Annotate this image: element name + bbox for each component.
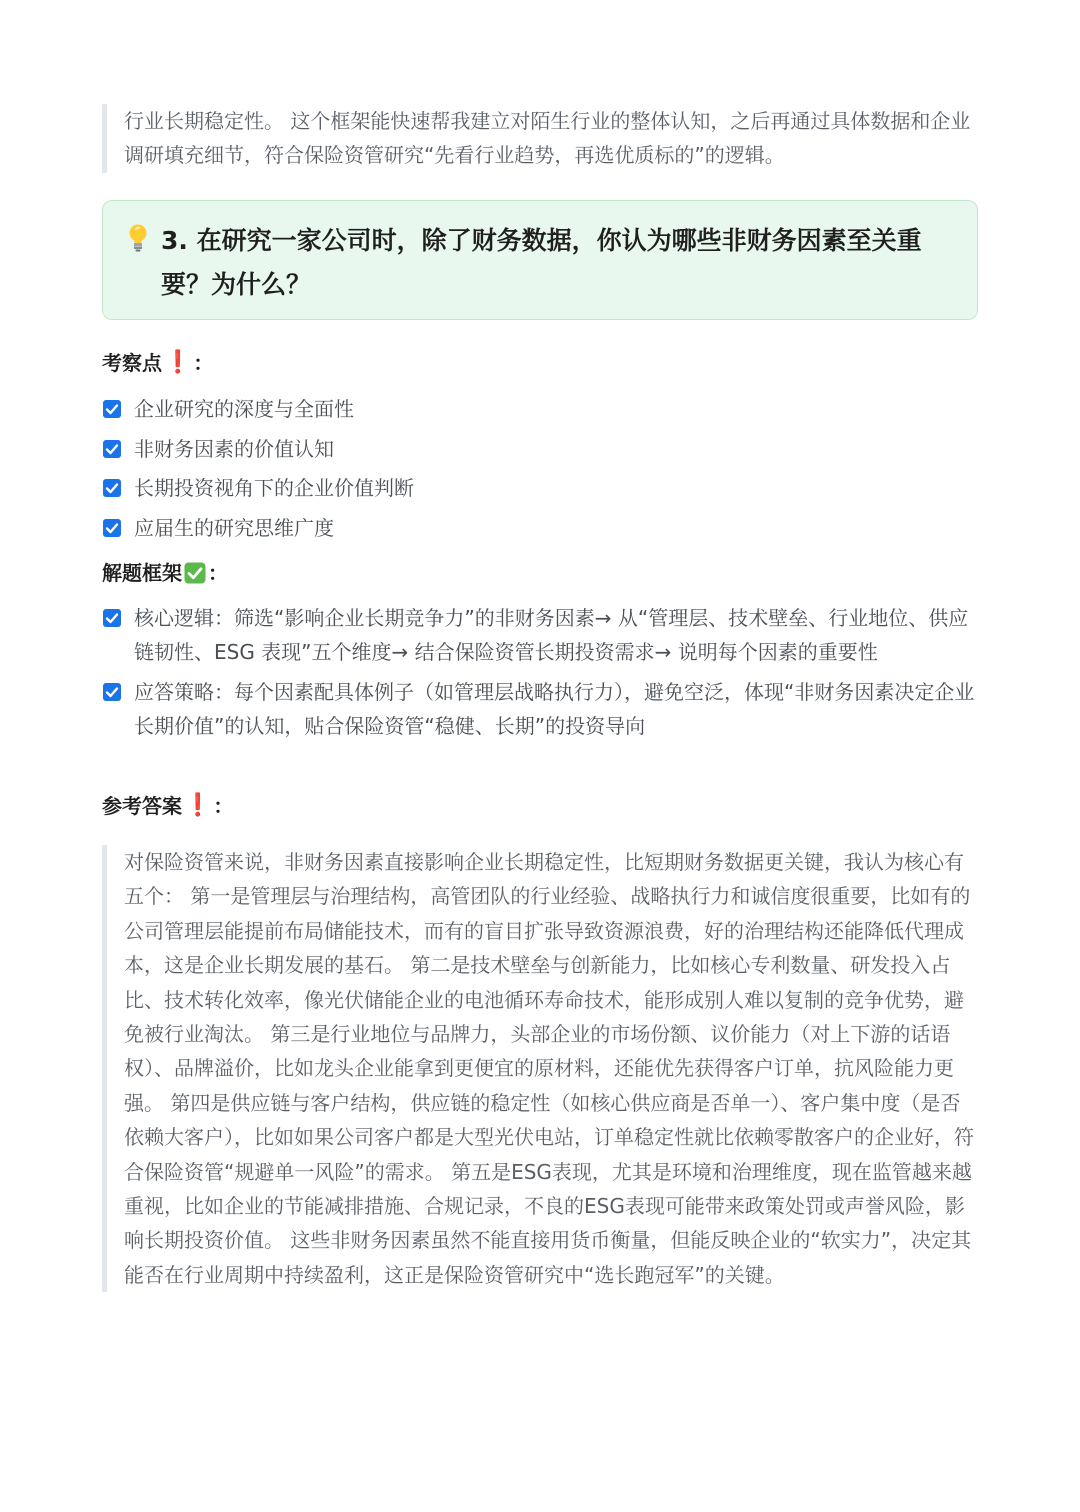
intro-blockquote xyxy=(102,104,978,173)
checked-checkbox-icon[interactable] xyxy=(103,609,121,627)
checked-checkbox-icon[interactable] xyxy=(103,519,121,537)
check-mark-button-icon xyxy=(184,562,206,584)
framework-heading xyxy=(102,558,228,588)
list-item xyxy=(102,434,978,474)
list-item xyxy=(102,601,978,670)
intro-quote-text: 行业长期稳定性。 这个框架能快速帮我建立对陌生行业的整体认知，之后再通过具体数据和企业调研填充细节，符合保险资管研究“先看行业趋势，再选优质标的”的逻辑。 xyxy=(124,109,971,168)
list-item-text: 核心逻辑：筛选“影响企业长期竞争力”的非财务因素→ 从“管理层、技术壁垒、行业地位、供应链韧性、ESG 表现”五个维度→ 结合保险资管长期投资需求→ 说明每个因素的重要性 xyxy=(134,606,969,665)
list-item xyxy=(102,675,978,744)
answer-text: 对保险资管来说，非财务因素直接影响企业长期稳定性，比短期财务数据更关键，我认为核心有五个： 第一是管理层与治理结构，高管团队的行业经验、战略执行力和诚信度很重要，比如有的公司管理层能提前布局储能技术，而有的盲目扩张导致资源浪费，好的治理结构还能降低代理成本，这是企业长期发展的基石。 第二是技术壁垒与创新能力，比如核心专利数量、研发投入占比、技术转化效率，像光伏储能企业的电池循环寿命技术，能形成别人难以复制的竞争优势，避免被行业淘汰。 第三是行业地位与品牌力，头部企业的市场份额、议价能力（对上下游的话语权）、品牌溢价，比如龙头企业能拿到更便宜的原材料，还能优先获得客户订单，抗风险能力更强。 第四是供应链与客户结构，供应链的稳定性（如核心供应商是否单一）、客户集中度（是否依赖大客户），比如如果公司客户都是大型光伏电站，订单稳定性就比依赖零散客户的企业好，符合保险资管“规避单一风险”的需求。 第五是ESG表现，尤其是环境和治理维度，现在监管越来越重视，比如企业的节能减排措施、合规记录，不良的ESG表现可能带来政策处罚或声誉风险，影响长期投资价值。 这些非财务因素虽然不能直接用货币衡量，但能反映企业的“软实力”，决定其能否在行业周期中持续盈利，这正是保险资管研究中“选长跑冠军”的关键。 xyxy=(124,850,974,1287)
answer-label: 参考答案 xyxy=(102,794,182,818)
exclamation-icon: ❗ xyxy=(184,793,212,818)
framework-list xyxy=(102,601,978,748)
checked-checkbox-icon[interactable] xyxy=(103,440,121,458)
checked-checkbox-icon[interactable] xyxy=(103,683,121,701)
check-points-heading xyxy=(102,348,213,378)
exclamation-icon: ❗ xyxy=(164,350,192,375)
checked-checkbox-icon[interactable] xyxy=(103,479,121,497)
answer-blockquote xyxy=(102,845,980,1292)
lightbulb-icon xyxy=(127,223,149,253)
list-item-text: 应届生的研究思维广度 xyxy=(134,515,334,540)
list-item-text: 非财务因素的价值认知 xyxy=(134,436,334,461)
question-callout xyxy=(102,200,978,320)
question-heading: 3. 在研究一家公司时，除了财务数据，你认为哪些非财务因素至关重要？为什么？ xyxy=(161,226,922,299)
check-points-colon: ： xyxy=(193,351,214,375)
list-item xyxy=(102,513,978,553)
list-item-text: 企业研究的深度与全面性 xyxy=(134,397,354,421)
list-item-text: 长期投资视角下的企业价值判断 xyxy=(134,476,414,500)
list-item xyxy=(102,394,978,434)
answer-colon: ： xyxy=(213,794,234,818)
checked-checkbox-icon[interactable] xyxy=(103,400,121,418)
framework-colon: ： xyxy=(208,561,228,585)
framework-label: 解题框架 xyxy=(102,561,182,585)
answer-heading xyxy=(102,791,233,821)
check-points-list xyxy=(102,394,978,552)
list-item xyxy=(102,473,978,513)
list-item-text: 应答策略：每个因素配具体例子（如管理层战略执行力），避免空泛，体现“非财务因素决定企业长期价值”的认知，贴合保险资管“稳健、长期”的投资导向 xyxy=(134,679,975,738)
check-points-label: 考察点 xyxy=(102,351,162,375)
